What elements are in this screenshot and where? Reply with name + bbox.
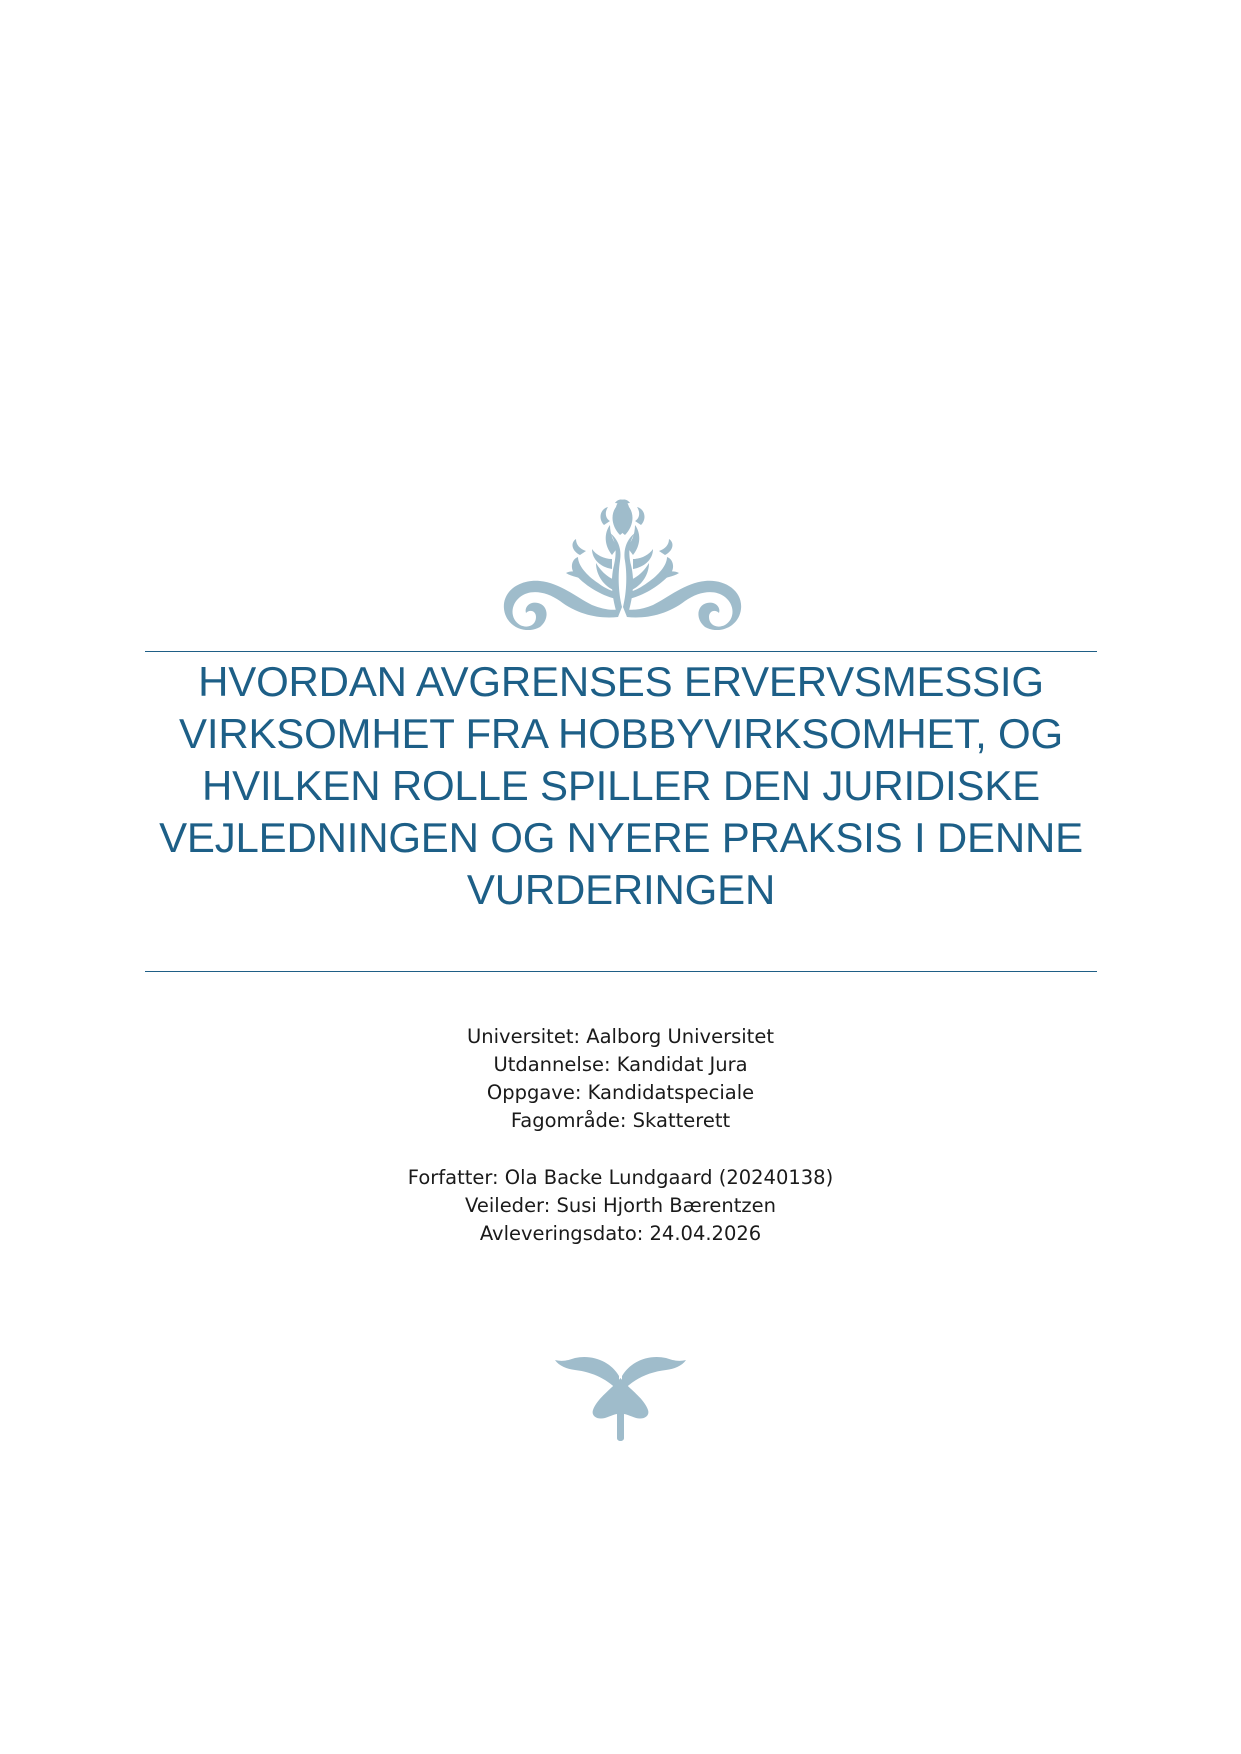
supervisor-line: Veileder: Susi Hjorth Bærentzen (465, 1194, 776, 1217)
title-bottom-rule (145, 971, 1097, 972)
title-line: HVORDAN AVGRENSES ERVERVSMESSIG (198, 658, 1044, 705)
program-line: Utdannelse: Kandidat Jura (493, 1053, 748, 1076)
due-date-line: Avleveringsdato: 24.04.2026 (479, 1222, 762, 1245)
study-info (0, 1023, 1241, 1135)
title-line: VURDERINGEN (466, 866, 776, 913)
university-line: Universitet: Aalborg Universitet (467, 1025, 774, 1048)
field-line: Fagområde: Skatterett (510, 1109, 731, 1132)
title-top-rule (145, 651, 1097, 652)
assignment-line: Oppgave: Kandidatspeciale (486, 1081, 755, 1104)
sprout-leaf-icon (553, 1352, 688, 1442)
thesis-title (130, 656, 1112, 916)
acanthus-scroll-icon (500, 495, 745, 630)
author-line: Forfatter: Ola Backe Lundgaard (20240138) (407, 1166, 834, 1189)
author-info (0, 1164, 1241, 1248)
title-line: VEJLEDNINGEN OG NYERE PRAKSIS I DENNE (159, 814, 1083, 861)
title-line: VIRKSOMHET FRA HOBBYVIRKSOMHET, OG (179, 710, 1063, 757)
title-line: HVILKEN ROLLE SPILLER DEN JURIDISKE (202, 762, 1040, 809)
